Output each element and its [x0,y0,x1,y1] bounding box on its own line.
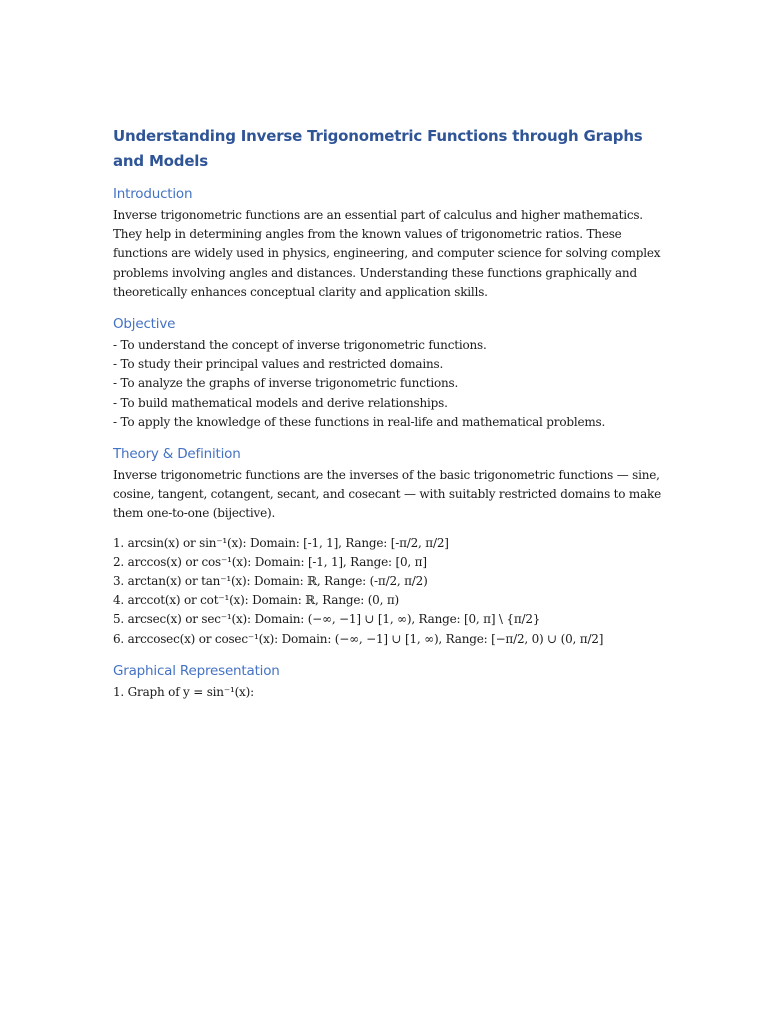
objective-item: - To understand the concept of inverse trigonometric functions. [113,338,487,353]
theory-item: 2. arccos(x) or cos⁻¹(x): Domain: [-1, 1], Range: [0, π] [113,554,427,569]
objective-item: - To analyze the graphs of inverse trigonometric functions. [113,376,459,391]
objective-heading: Objective [113,316,176,333]
theory-item: 4. arccot(x) or cot⁻¹(x): Domain: ℝ, Range: (0, π) [113,593,400,608]
objective-list [113,336,673,432]
theory-item: 6. arccosec(x) or cosec⁻¹(x): Domain: (−∞, −1] ∪ [1, ∞), Range: [−π/2, 0) ∪ (0, π/2] [113,631,604,646]
theory-list [113,534,673,649]
theory-item: 1. arcsin(x) or sin⁻¹(x): Domain: [-1, 1], Range: [-π/2, π/2] [113,535,449,550]
theory-item: 5. arcsec(x) or sec⁻¹(x): Domain: (−∞, −1] ∪ [1, ∞), Range: [0, π] \ {π/2} [113,612,541,627]
objective-item: - To build mathematical models and derive relationships. [113,395,448,410]
graphical-item: 1. Graph of y = sin⁻¹(x): [113,684,254,699]
spacer [113,524,673,534]
graphical-list [113,683,673,702]
document-title: Understanding Inverse Trigonometric Functions through Graphs and Models [113,127,643,170]
introduction-paragraph: Inverse trigonometric functions are an essential part of calculus and higher mathematics. They help in determining angles from the known values of trigonometric ratios. These functions are widely used in physics, engineering, and computer science for solving complex problems involving angles and distances. Understanding these functions graphically and theoretically enhances conceptual clarity and application skills. [113,208,661,299]
theory-item: 3. arctan(x) or tan⁻¹(x): Domain: ℝ, Range: (-π/2, π/2) [113,574,428,589]
section-graphical [113,661,673,822]
document-page [113,124,673,834]
section-theory [113,444,673,649]
section-objective [113,314,673,432]
objective-item: - To study their principal values and restricted domains. [113,357,444,372]
graphical-heading: Graphical Representation [113,662,280,679]
theory-heading: Theory & Definition [113,446,241,463]
section-introduction [113,184,673,302]
introduction-heading: Introduction [113,186,193,202]
graph-placeholder [113,702,673,822]
objective-item: - To apply the knowledge of these functions in real-life and mathematical problems. [113,414,606,429]
theory-paragraph: Inverse trigonometric functions are the inverses of the basic trigonometric functions — sine, cosine, tangent, cotangent, secant, and cosecant — with suitably restricted domains to make them one-to-one (bijective). [113,468,662,521]
